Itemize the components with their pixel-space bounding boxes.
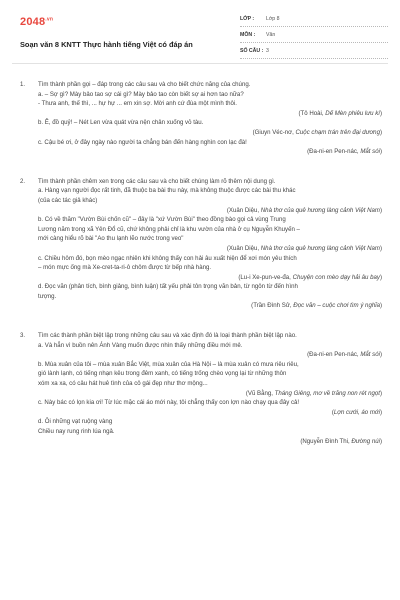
source-citation	[38, 350, 382, 360]
item-text-line: a. Và hẳn vì buồn nên Ánh Vàng muốn được nhìn thấy những điều mới mẻ.	[38, 341, 243, 349]
item-text-line: Chiều nay rung rinh lúa ngả.	[38, 428, 115, 435]
citation-author: (Xuân Diệu,	[226, 206, 261, 214]
source-citation	[38, 128, 382, 138]
question-item	[38, 417, 382, 446]
source-citation	[38, 408, 382, 418]
question-block	[18, 177, 382, 311]
question-item	[38, 282, 382, 311]
question-block	[18, 331, 382, 446]
source-citation	[38, 437, 382, 447]
meta-value: 3	[266, 48, 269, 54]
meta-row-question-count	[240, 46, 388, 59]
document-header	[12, 10, 390, 60]
question-item	[38, 186, 382, 215]
citation-work-title: Dế Mèn phiêu lưu kí	[325, 109, 380, 117]
question-number: 3.	[20, 332, 26, 340]
citation-close: )	[379, 148, 382, 156]
citation-author: (	[331, 408, 334, 416]
citation-work-title: Đọc văn – cuộc chơi tìm ý nghĩa	[293, 302, 380, 310]
question-item	[38, 360, 382, 398]
item-text-line: mới càng hiểu rõ bài "Ao thu lạnh lẽo nước trong veo"	[38, 235, 184, 243]
item-text-line: d. Đọc văn (phân tích, bình giảng, bình luận) tất yếu phải tôn trọng văn bản, từ ngôn từ đến hình	[38, 283, 298, 291]
source-citation	[38, 244, 382, 254]
meta-row-subject	[240, 30, 388, 43]
citation-work-title: Nhà thơ của quê hương làng cảnh Việt Nam	[260, 206, 380, 214]
citation-author: (Tô Hoài,	[298, 109, 326, 117]
logo-suffix: .vn	[45, 16, 54, 23]
citation-author: (Đa-ni-en Pen-nác,	[307, 148, 361, 156]
citation-close: )	[379, 408, 382, 416]
question-number: 2.	[20, 177, 26, 185]
source-citation	[38, 301, 382, 311]
site-logo[interactable]	[20, 16, 53, 28]
question-prompt: Tìm thành phần gọi – đáp trong các câu sau và cho biết chức năng của chúng.	[38, 81, 251, 88]
item-text-line: d. Ôi những vạt ruộng vàng	[38, 418, 113, 426]
question-item	[38, 215, 382, 253]
citation-author: (Vũ Bằng,	[245, 389, 275, 397]
citation-close: )	[379, 273, 382, 281]
meta-info	[240, 14, 388, 62]
meta-value: Lớp 8	[266, 16, 280, 22]
meta-row-class	[240, 14, 388, 27]
source-citation	[38, 273, 382, 283]
citation-close: )	[379, 244, 382, 252]
item-text-line: c. Cậu bé ơi, ở đây ngày nào người ta chẳng bán đến hàng nghìn con lạc đà!	[38, 138, 247, 146]
meta-label: SỐ CÂU :	[240, 48, 264, 54]
citation-close: )	[379, 389, 382, 397]
item-text-line: tượng.	[38, 292, 57, 300]
meta-value: Văn	[266, 32, 276, 38]
citation-close: )	[379, 109, 382, 117]
citation-author: (Nguyễn Đình Thi,	[300, 437, 352, 445]
citation-close: )	[379, 437, 382, 445]
source-citation	[38, 109, 382, 119]
citation-work-title: Lợn cưới, áo mới	[333, 408, 380, 416]
questions-content	[18, 80, 382, 466]
citation-work-title: Mắt sói	[360, 351, 380, 359]
citation-close: )	[379, 206, 382, 214]
item-text-line: – món mực ống mà Xe-cret-ta-ri-ô chôm được từ bếp nhà hàng.	[38, 264, 212, 272]
item-text-line: b. Có về thăm "Vườn Bùi chốn cũ" – đây là "xứ Vườn Bùi" theo đồng bào gọi cả vùng Trung	[38, 216, 286, 224]
source-citation	[38, 147, 382, 157]
citation-close: )	[379, 302, 382, 310]
citation-work-title: Đường núi	[351, 437, 380, 445]
item-text-line: (của các tác giả khác)	[38, 196, 98, 204]
citation-work-title: Tháng Giêng, mơ về trăng non rét ngọt	[274, 389, 380, 397]
question-item	[38, 90, 382, 119]
citation-close: )	[379, 128, 382, 136]
source-citation	[38, 389, 382, 399]
citation-author: (Trần Đình Sử,	[251, 302, 294, 310]
header-divider	[12, 63, 388, 64]
citation-work-title: Mắt sói	[360, 148, 380, 156]
question-item	[38, 398, 382, 417]
logo-text: 2048	[20, 16, 46, 28]
citation-author: (Đa-ni-en Pen-nác,	[307, 351, 361, 359]
item-text-line: Lương năm trong xã Yên Đổ cũ, chứ không phải chỉ là khu vườn của nhà ở cụ Nguyễn Khuyến –	[38, 225, 300, 233]
question-number: 1.	[20, 81, 26, 88]
citation-author: (Giuyn Véc-nơ,	[252, 128, 296, 136]
question-prompt: Tìm các thành phần biệt lập trong những câu sau và xác định đó là loại thành phần biệt lập nào.	[38, 332, 297, 340]
item-text-line: c. Chiều hôm đó, bọn mèo ngạc nhiên khi không thấy con hải âu xuất hiện để xơi món yêu thích	[38, 254, 297, 262]
question-prompt: Tìm thành phần chêm xen trong các câu sau và cho biết chúng làm rõ thêm nội dung gì.	[38, 177, 276, 185]
document-title: Soạn văn 8 KNTT Thực hành tiếng Việt có đáp án	[20, 40, 193, 49]
item-text-line: a. Hàng vạn người đọc rất tinh, đã thuộc ba bài thu này, mà không thuộc được các bài thu khác	[38, 187, 296, 195]
item-text-line: b. Ê, đồ quỷ! – Nét Len vừa quát vừa nện chân xuống vỏ tàu.	[38, 119, 204, 127]
citation-close: )	[379, 351, 382, 359]
item-text-line: xóm xa xa, có câu hát huê tình của cô gái đẹp như thơ mộng...	[38, 380, 208, 388]
citation-author: (Xuân Diệu,	[226, 244, 261, 252]
question-block	[18, 80, 382, 157]
meta-label: LỚP :	[240, 16, 255, 22]
source-citation	[38, 206, 382, 216]
item-text-line: - Thưa anh, thế thì, ... hự hự ... em xin sợ. Mời anh cứ đùa một mình thôi.	[38, 100, 237, 108]
question-item	[38, 341, 382, 360]
item-text-line: c. Này bác có lọn kia ơi! Từ lúc mặc cái áo mới này, tôi chẳng thấy con lợn nào chạy qua đây cả!	[38, 399, 300, 407]
question-item	[38, 254, 382, 283]
question-item	[38, 118, 382, 137]
meta-label: MÔN :	[240, 32, 256, 38]
item-text-line: b. Mùa xuân của tôi – mùa xuân Bắc Việt, mùa xuân của Hà Nội – là mùa xuân có mưa riêu riêu,	[38, 360, 299, 368]
citation-author: (Lu-i Xe-pun-ve-đa,	[238, 273, 293, 281]
question-item	[38, 138, 382, 157]
item-text-line: gió lành lạnh, có tiếng nhạn kêu trong đêm xanh, có tiếng trống chèo vọng lại từ những thôn	[38, 370, 287, 378]
citation-work-title: Chuyện con mèo dạy hải âu bay	[292, 273, 380, 281]
item-text-line: a. – Sợ gì? Mày bảo tao sợ cái gì? Mày bảo tao còn biết sợ ai hơn tao nữa?	[38, 90, 244, 98]
citation-work-title: Nhà thơ của quê hương làng cảnh Việt Nam	[260, 244, 380, 252]
citation-work-title: Cuộc chạm trán trên đại dương	[295, 128, 380, 136]
